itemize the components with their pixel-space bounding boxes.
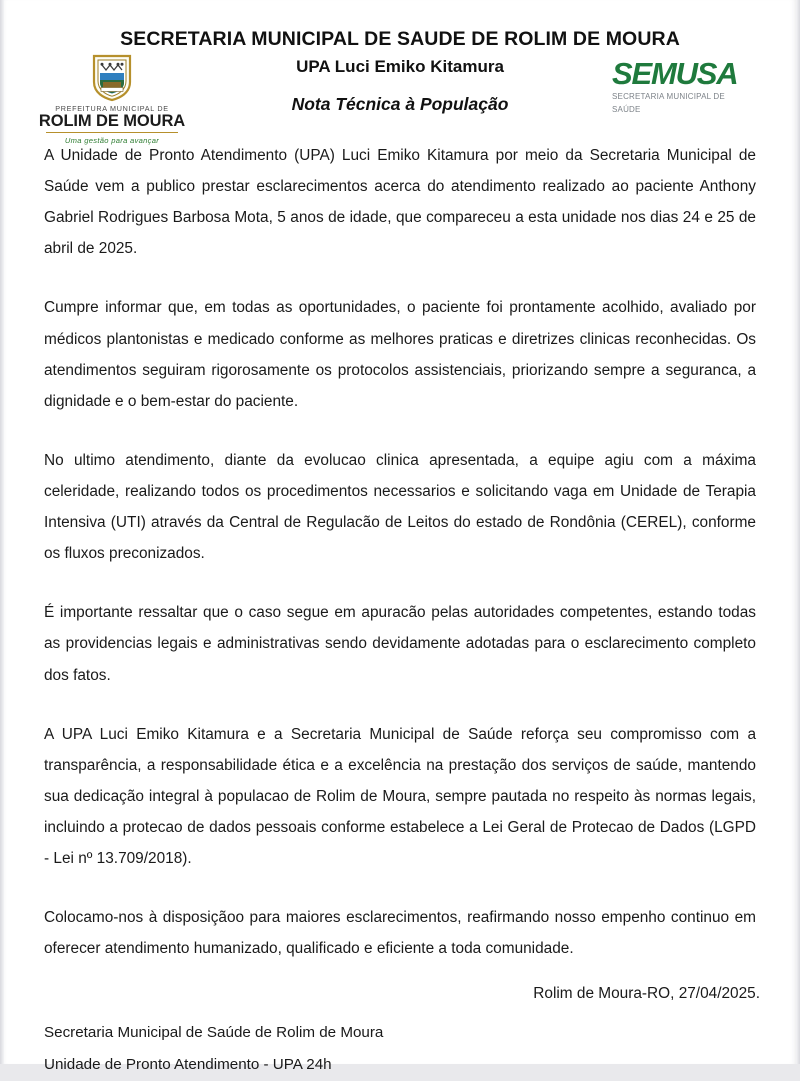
document-footer [0, 982, 800, 1080]
body-paragraph: No ultimo atendimento, diante da evolucao clinica apresentada, a equipe agiu com a máxima celeridade, realizando todos os procedimentos necessarios e solicitando vaga em Unidade de Terapia Intensiva (UTI) através da Central de Regulacão de Leitos do estado de Rondônia (CEREL), conforme os fluxos preconizados. [44, 451, 756, 563]
place-and-date: Rolim de Moura-RO, 27/04/2025. [533, 985, 760, 1003]
page-subtitle: UPA Luci Emiko Kitamura [296, 57, 504, 77]
city-logo-divider [46, 132, 178, 133]
body-paragraph: A UPA Luci Emiko Kitamura e a Secretaria Municipal de Saúde reforça seu compromisso com a transparência, a responsabilidade ética e a excelência na prestação dos serviços de saúde, mantendo sua dedicação integral à populacao de Rolim de Moura, sempre pautada no respeito às normas legais, incluindo a protecao de dados pessoais conforme estabelece a Lei Geral de Protecao de Dados (LGPD - Lei nº 13.709/2018). [44, 725, 756, 868]
body-paragraph: A Unidade de Pronto Atendimento (UPA) Luci Emiko Kitamura por meio da Secretaria Municipal de Saúde vem a publico prestar esclarecimentos acerca do atendimento realizado ao paciente Anthony Gabriel Rodrigues Barbosa Mota, 5 anos de idade, que compareceu a esta unidade nos dias 24 e 25 de abril de 2025. [44, 147, 756, 258]
document-body [0, 140, 800, 964]
body-paragraph: Colocamo-nos à disposiçãoo para maiores esclarecimentos, reafirmando nosso empenho continuo em oferecer atendimento humanizado, qualificado e eficiente a toda comunidade. [44, 909, 756, 958]
body-paragraph: É importante ressaltar que o caso segue em apuracão pelas autoridades competentes, estando todas as providencias legais e administrativas sendo devidamente adotadas para o esclarecimento completo dos fatos. [44, 604, 756, 684]
semusa-wordmark: SEMUSA [612, 56, 738, 91]
city-tagline: Uma gestão para avançar [64, 136, 160, 146]
page-left-edge [0, 0, 4, 1064]
city-name-label: ROLIM DE MOURA [38, 112, 186, 130]
page-title: SECRETARIA MUNICIPAL DE SAUDE DE ROLIM DE MOURA [120, 28, 680, 50]
signature-block [44, 1017, 770, 1081]
document-type-title: Nota Técnica à População [291, 93, 509, 114]
signature-line-upa: Unidade de Pronto Atendimento - UPA 24h [44, 1055, 332, 1073]
semusa-subtitle-line1: SECRETARIA MUNICIPAL DE [612, 92, 725, 101]
page-right-edge [796, 0, 800, 1064]
signature-line-secretaria: Secretaria Municipal de Saúde de Rolim de Moura [44, 1024, 384, 1042]
document-header [0, 0, 800, 146]
body-paragraph: Cumpre informar que, em todas as oportunidades, o paciente foi prontamente acolhido, avaliado por médicos plantonistas e medicado conforme as melhores praticas e diretrizes clinicas reconhecidas. Os atendimentos seguiram rigorosamente os protocolos assistenciais, priorizando sempre a seguranca, a dignidade e o bem-estar do paciente. [44, 299, 756, 410]
prefeitura-label: PREFEITURA MUNICIPAL DE [55, 104, 169, 113]
semusa-subtitle-line2: SAÚDE [612, 105, 641, 114]
semusa-logo [612, 58, 762, 115]
